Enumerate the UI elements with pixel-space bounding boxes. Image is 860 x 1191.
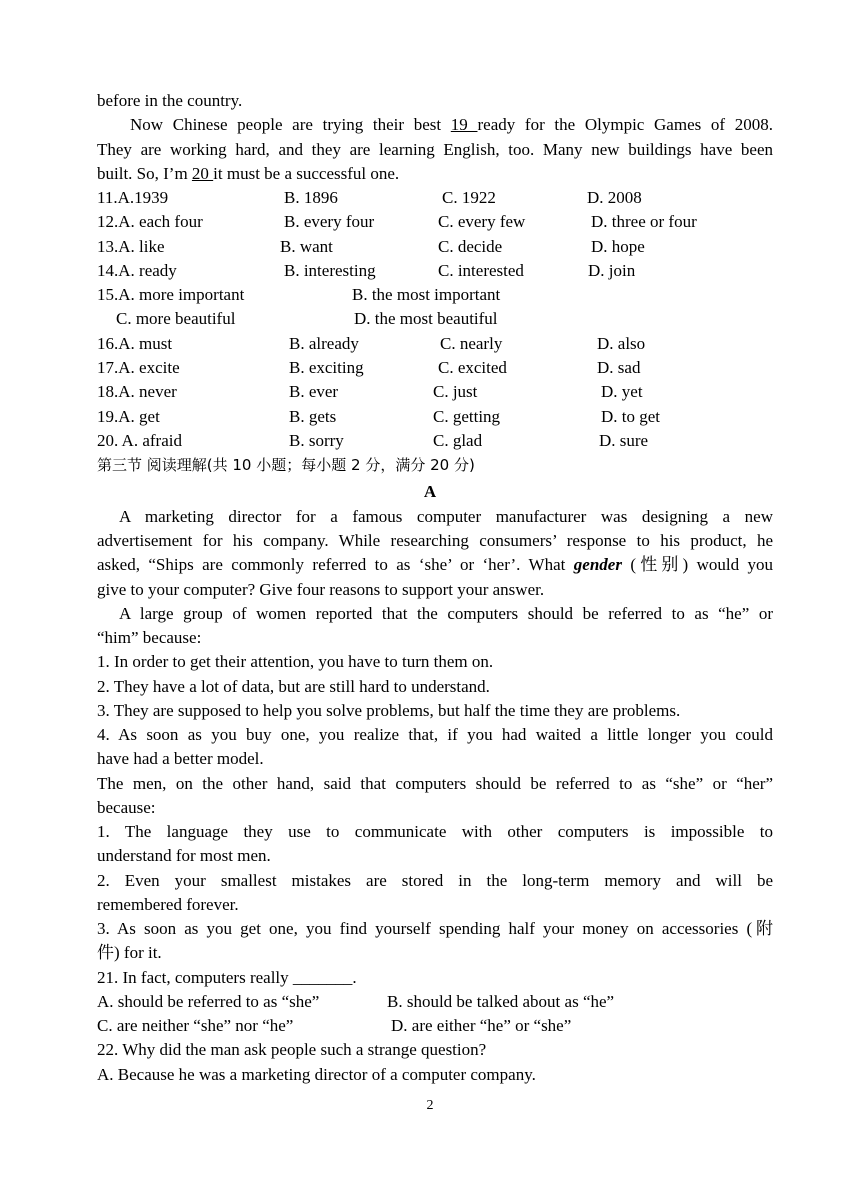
option-17b: B. exciting	[289, 358, 364, 377]
option-21b: B. should be talked about as “he”	[387, 992, 615, 1011]
passage-line: “him” because:	[97, 628, 202, 647]
question-stem: 22. Why did the man ask people such a strange question?	[97, 1040, 487, 1059]
option-16b: B. already	[289, 334, 359, 353]
option-18c: C. just	[433, 382, 478, 401]
option-13d: D. hope	[591, 237, 645, 256]
option-13c: C. decide	[438, 237, 503, 256]
option-12c: C. every few	[438, 212, 526, 231]
option-12d: D. three or four	[591, 212, 697, 231]
option-11c: C. 1922	[442, 188, 496, 207]
option-21a: A. should be referred to as “she”	[97, 992, 320, 1011]
option-15c: C. more beautiful	[116, 309, 236, 328]
passage-line: asked, “Ships are commonly referred to as ‘she’ or ‘her’. What gender (性别) would you	[97, 555, 774, 574]
passage-line: give to your computer? Give four reasons to support your answer.	[97, 580, 545, 599]
section-heading: 第三节 阅读理解(共 10 小题；每小题 2 分，满分 20 分)	[97, 456, 475, 474]
option-21d: D. are either “he” or “she”	[391, 1016, 572, 1035]
passage-line: 1. The language they use to communicate with other computers is impossible to	[97, 822, 773, 841]
option-14a: 14.A. ready	[97, 261, 177, 280]
option-15b: B. the most important	[352, 285, 501, 304]
option-16d: D. also	[597, 334, 646, 353]
passage-line: A marketing director for a famous computer manufacturer was designing a new	[119, 507, 773, 526]
option-15a: 15.A. more important	[97, 285, 245, 304]
passage-line: They are working hard, and they are learning English, too. Many new buildings have been	[97, 140, 773, 159]
option-17d: D. sad	[597, 358, 641, 377]
passage-line: Now Chinese people are trying their best 19 ready for the Olympic Games of 2008.	[130, 115, 774, 134]
option-20b: B. sorry	[289, 431, 344, 450]
passage-line: before in the country.	[97, 91, 243, 110]
option-16a: 16.A. must	[97, 334, 173, 353]
option-15d: D. the most beautiful	[354, 309, 498, 328]
option-13a: 13.A. like	[97, 237, 165, 256]
option-14d: D. join	[588, 261, 636, 280]
blank-19: 19	[450, 115, 478, 134]
passage-line: 件) for it.	[97, 943, 162, 962]
option-11d: D. 2008	[587, 188, 642, 207]
option-18a: 18.A. never	[97, 382, 177, 401]
passage-line: advertisement for his company. While researching consumers’ response to his product, he	[97, 531, 773, 550]
option-18d: D. yet	[601, 382, 643, 401]
option-16c: C. nearly	[440, 334, 503, 353]
option-12a: 12.A. each four	[97, 212, 203, 231]
passage-line: remembered forever.	[97, 895, 239, 914]
option-21c: C. are neither “she” nor “he”	[97, 1016, 294, 1035]
option-14c: C. interested	[438, 261, 524, 280]
page-number: 2	[426, 1098, 434, 1113]
option-20c: C. glad	[433, 431, 483, 450]
passage-line: 3. As soon as you get one, you find yourself spending half your money on accessories (附	[97, 919, 773, 938]
blank-20: 20	[191, 164, 214, 183]
option-11a: 11.A.1939	[97, 188, 169, 207]
option-19c: C. getting	[433, 407, 501, 426]
option-11b: B. 1896	[284, 188, 338, 207]
option-17c: C. excited	[438, 358, 507, 377]
passage-label: A	[423, 482, 437, 501]
question-stem: 21. In fact, computers really _______.	[97, 968, 357, 987]
passage-line: because:	[97, 798, 156, 817]
option-12b: B. every four	[284, 212, 375, 231]
passage-line: A large group of women reported that the computers should be referred to as “he” or	[119, 604, 773, 623]
option-20d: D. sure	[599, 431, 649, 450]
passage-line: built. So, I’m 20 it must be a successful one.	[97, 164, 400, 183]
option-19b: B. gets	[289, 407, 337, 426]
passage-line: 1. In order to get their attention, you have to turn them on.	[97, 652, 494, 671]
passage-line: 4. As soon as you buy one, you realize that, if you had waited a little longer you could	[97, 725, 773, 744]
passage-line: understand for most men.	[97, 846, 271, 865]
option-14b: B. interesting	[284, 261, 376, 280]
passage-line: have had a better model.	[97, 749, 264, 768]
option-18b: B. ever	[289, 382, 339, 401]
passage-line: 2. They have a lot of data, but are still hard to understand.	[97, 677, 490, 696]
gender-word: gender	[573, 555, 622, 574]
passage-line: The men, on the other hand, said that computers should be referred to as “she” or “her”	[97, 774, 773, 793]
option-17a: 17.A. excite	[97, 358, 180, 377]
option-19d: D. to get	[601, 407, 661, 426]
option-20a: 20. A. afraid	[97, 431, 182, 450]
option-19a: 19.A. get	[97, 407, 160, 426]
passage-line: 2. Even your smallest mistakes are stored in the long-term memory and will be	[97, 871, 773, 890]
option-22a: A. Because he was a marketing director of a computer company.	[97, 1065, 536, 1084]
passage-line: 3. They are supposed to help you solve problems, but half the time they are problems.	[97, 701, 681, 720]
option-13b: B. want	[280, 237, 333, 256]
